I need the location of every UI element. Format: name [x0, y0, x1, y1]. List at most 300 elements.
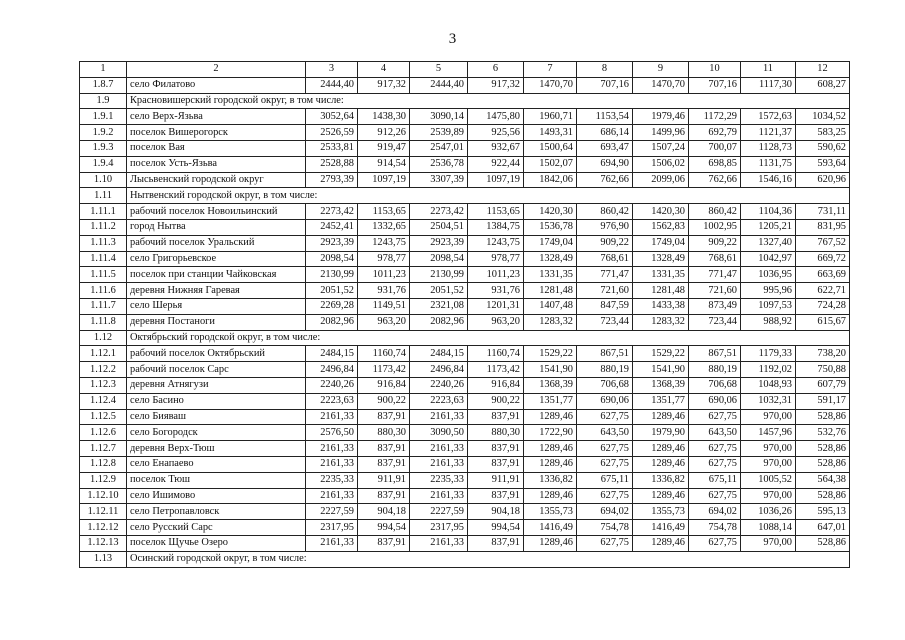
row-code: 1.11.1 [80, 204, 127, 220]
value-cell: 1173,42 [468, 362, 524, 378]
settlement-name: деревня Атнягузи [127, 377, 306, 393]
value-cell: 1572,63 [741, 109, 796, 125]
column-number-cell: 7 [524, 62, 577, 78]
row-code: 1.11.2 [80, 219, 127, 235]
value-cell: 622,71 [796, 283, 850, 299]
value-cell: 909,22 [577, 235, 633, 251]
value-cell: 917,32 [358, 77, 410, 93]
value-cell: 922,44 [468, 156, 524, 172]
value-cell: 1002,95 [689, 219, 741, 235]
value-cell: 837,91 [468, 441, 524, 457]
value-cell: 754,78 [689, 520, 741, 536]
value-cell: 970,00 [741, 456, 796, 472]
value-cell: 860,42 [689, 204, 741, 220]
value-cell: 2161,33 [306, 409, 358, 425]
value-cell: 988,92 [741, 314, 796, 330]
value-cell: 1048,93 [741, 377, 796, 393]
value-cell: 837,91 [468, 456, 524, 472]
value-cell: 1172,29 [689, 109, 741, 125]
value-cell: 2130,99 [410, 267, 468, 283]
row-code: 1.8.7 [80, 77, 127, 93]
value-cell: 532,76 [796, 425, 850, 441]
value-cell: 2444,40 [410, 77, 468, 93]
value-cell: 694,02 [689, 504, 741, 520]
table-row [80, 267, 850, 283]
value-cell: 768,61 [689, 251, 741, 267]
value-cell: 2536,78 [410, 156, 468, 172]
table-row [80, 362, 850, 378]
value-cell: 620,96 [796, 172, 850, 188]
value-cell: 1289,46 [633, 488, 689, 504]
value-cell: 1368,39 [524, 377, 577, 393]
value-cell: 831,95 [796, 219, 850, 235]
value-cell: 1032,31 [741, 393, 796, 409]
value-cell: 2526,59 [306, 125, 358, 141]
value-cell: 1336,82 [524, 472, 577, 488]
table-row [80, 283, 850, 299]
value-cell: 754,78 [577, 520, 633, 536]
settlement-name: поселок Вишерогорск [127, 125, 306, 141]
value-cell: 1097,19 [358, 172, 410, 188]
value-cell: 873,49 [689, 298, 741, 314]
value-cell: 970,00 [741, 535, 796, 551]
table-row [80, 125, 850, 141]
column-number-row [80, 62, 850, 78]
value-cell: 2098,54 [410, 251, 468, 267]
value-cell: 1201,31 [468, 298, 524, 314]
value-cell: 595,13 [796, 504, 850, 520]
group-title: Осинский городской округ, в том числе: [127, 551, 850, 567]
table-row [80, 504, 850, 520]
value-cell: 1097,53 [741, 298, 796, 314]
row-code: 1.12.10 [80, 488, 127, 504]
settlement-name: рабочий поселок Сарс [127, 362, 306, 378]
value-cell: 994,54 [358, 520, 410, 536]
value-cell: 2484,15 [306, 346, 358, 362]
settlement-name: рабочий поселок Уральский [127, 235, 306, 251]
row-code: 1.12.8 [80, 456, 127, 472]
table-row [80, 409, 850, 425]
value-cell: 1507,24 [633, 140, 689, 156]
value-cell: 880,30 [358, 425, 410, 441]
value-cell: 627,75 [577, 441, 633, 457]
settlement-name: поселок Вая [127, 140, 306, 156]
value-cell: 564,38 [796, 472, 850, 488]
value-cell: 762,66 [689, 172, 741, 188]
table-row [80, 109, 850, 125]
value-cell: 1289,46 [633, 409, 689, 425]
value-cell: 1289,46 [524, 535, 577, 551]
value-cell: 1332,65 [358, 219, 410, 235]
value-cell: 2793,39 [306, 172, 358, 188]
value-cell: 1529,22 [633, 346, 689, 362]
group-header-row [80, 188, 850, 204]
value-cell: 995,96 [741, 283, 796, 299]
value-cell: 2223,63 [306, 393, 358, 409]
value-cell: 2496,84 [306, 362, 358, 378]
value-cell: 1192,02 [741, 362, 796, 378]
value-cell: 2317,95 [410, 520, 468, 536]
value-cell: 2130,99 [306, 267, 358, 283]
value-cell: 917,32 [468, 77, 524, 93]
table-row [80, 204, 850, 220]
value-cell: 978,77 [358, 251, 410, 267]
value-cell: 994,54 [468, 520, 524, 536]
value-cell: 2533,81 [306, 140, 358, 156]
value-cell: 692,79 [689, 125, 741, 141]
value-cell: 837,91 [468, 409, 524, 425]
value-cell: 3090,14 [410, 109, 468, 125]
value-cell: 963,20 [468, 314, 524, 330]
value-cell: 2269,28 [306, 298, 358, 314]
value-cell: 686,14 [577, 125, 633, 141]
value-cell: 1131,75 [741, 156, 796, 172]
value-cell: 1499,96 [633, 125, 689, 141]
value-cell: 1153,65 [468, 204, 524, 220]
value-cell: 1749,04 [633, 235, 689, 251]
row-code: 1.9.2 [80, 125, 127, 141]
table-row [80, 219, 850, 235]
row-code: 1.11.3 [80, 235, 127, 251]
value-cell: 591,17 [796, 393, 850, 409]
value-cell: 675,11 [577, 472, 633, 488]
value-cell: 1493,31 [524, 125, 577, 141]
settlement-name: деревня Верх-Тюш [127, 441, 306, 457]
value-cell: 909,22 [689, 235, 741, 251]
value-cell: 627,75 [577, 409, 633, 425]
value-cell: 1327,40 [741, 235, 796, 251]
value-cell: 2504,51 [410, 219, 468, 235]
group-title: Красновишерский городской округ, в том числе: [127, 93, 850, 109]
value-cell: 3090,50 [410, 425, 468, 441]
value-cell: 1536,78 [524, 219, 577, 235]
table-row [80, 441, 850, 457]
value-cell: 916,84 [468, 377, 524, 393]
value-cell: 916,84 [358, 377, 410, 393]
value-cell: 837,91 [358, 456, 410, 472]
value-cell: 627,75 [689, 488, 741, 504]
value-cell: 731,11 [796, 204, 850, 220]
value-cell: 1283,32 [633, 314, 689, 330]
value-cell: 1173,42 [358, 362, 410, 378]
value-cell: 2547,01 [410, 140, 468, 156]
value-cell: 583,25 [796, 125, 850, 141]
settlement-name: Лысьвенский городской округ [127, 172, 306, 188]
value-cell: 1243,75 [468, 235, 524, 251]
value-cell: 1160,74 [468, 346, 524, 362]
value-cell: 2082,96 [410, 314, 468, 330]
value-cell: 2273,42 [410, 204, 468, 220]
value-cell: 2273,42 [306, 204, 358, 220]
value-cell: 1433,38 [633, 298, 689, 314]
settlement-name: поселок Тюш [127, 472, 306, 488]
settlement-name: село Верх-Язьва [127, 109, 306, 125]
value-cell: 675,11 [689, 472, 741, 488]
value-cell: 912,26 [358, 125, 410, 141]
value-cell: 627,75 [577, 488, 633, 504]
value-cell: 1128,73 [741, 140, 796, 156]
value-cell: 528,86 [796, 488, 850, 504]
row-code: 1.12.9 [80, 472, 127, 488]
row-code: 1.12.4 [80, 393, 127, 409]
row-code: 1.9.1 [80, 109, 127, 125]
row-code: 1.12.7 [80, 441, 127, 457]
settlement-name: рабочий поселок Новоильинский [127, 204, 306, 220]
settlement-name: село Филатово [127, 77, 306, 93]
row-code: 1.9 [80, 93, 127, 109]
value-cell: 1328,49 [524, 251, 577, 267]
row-code: 1.11.8 [80, 314, 127, 330]
value-cell: 528,86 [796, 441, 850, 457]
value-cell: 1042,97 [741, 251, 796, 267]
table-row [80, 377, 850, 393]
value-cell: 931,76 [468, 283, 524, 299]
value-cell: 904,18 [358, 504, 410, 520]
value-cell: 1416,49 [633, 520, 689, 536]
column-number-cell: 6 [468, 62, 524, 78]
settlement-name: село Русский Сарс [127, 520, 306, 536]
value-cell: 1420,30 [633, 204, 689, 220]
value-cell: 1331,35 [524, 267, 577, 283]
value-cell: 2161,33 [306, 456, 358, 472]
value-cell: 900,22 [358, 393, 410, 409]
value-cell: 707,16 [689, 77, 741, 93]
value-cell: 837,91 [358, 488, 410, 504]
value-cell: 1160,74 [358, 346, 410, 362]
value-cell: 925,56 [468, 125, 524, 141]
value-cell: 2161,33 [410, 409, 468, 425]
value-cell: 1328,49 [633, 251, 689, 267]
table-row [80, 425, 850, 441]
value-cell: 1529,22 [524, 346, 577, 362]
value-cell: 1289,46 [633, 456, 689, 472]
value-cell: 771,47 [689, 267, 741, 283]
value-cell: 2161,33 [410, 441, 468, 457]
group-title: Нытвенский городской округ, в том числе: [127, 188, 850, 204]
value-cell: 693,47 [577, 140, 633, 156]
table-body [80, 62, 850, 568]
value-cell: 1331,35 [633, 267, 689, 283]
value-cell: 698,85 [689, 156, 741, 172]
value-cell: 762,66 [577, 172, 633, 188]
value-cell: 1457,96 [741, 425, 796, 441]
group-header-row [80, 551, 850, 567]
group-title: Октябрьский городской округ, в том числе: [127, 330, 850, 346]
value-cell: 2227,59 [410, 504, 468, 520]
value-cell: 1336,82 [633, 472, 689, 488]
value-cell: 1407,48 [524, 298, 577, 314]
row-code: 1.12.3 [80, 377, 127, 393]
value-cell: 1979,90 [633, 425, 689, 441]
value-cell: 1289,46 [633, 441, 689, 457]
value-cell: 880,19 [577, 362, 633, 378]
value-cell: 1153,65 [358, 204, 410, 220]
value-cell: 1283,32 [524, 314, 577, 330]
table-row [80, 77, 850, 93]
table-row [80, 156, 850, 172]
tariff-table [79, 61, 850, 568]
value-cell: 627,75 [689, 441, 741, 457]
value-cell: 1179,33 [741, 346, 796, 362]
table-row [80, 314, 850, 330]
table-row [80, 535, 850, 551]
table-row [80, 346, 850, 362]
table-row [80, 235, 850, 251]
value-cell: 1289,46 [524, 409, 577, 425]
value-cell: 721,60 [577, 283, 633, 299]
value-cell: 1749,04 [524, 235, 577, 251]
value-cell: 919,47 [358, 140, 410, 156]
value-cell: 911,91 [358, 472, 410, 488]
column-number-cell: 8 [577, 62, 633, 78]
settlement-name: село Шерья [127, 298, 306, 314]
table-row [80, 472, 850, 488]
value-cell: 1506,02 [633, 156, 689, 172]
table-row [80, 456, 850, 472]
row-code: 1.11.4 [80, 251, 127, 267]
value-cell: 1011,23 [468, 267, 524, 283]
value-cell: 1420,30 [524, 204, 577, 220]
value-cell: 2321,08 [410, 298, 468, 314]
value-cell: 723,44 [689, 314, 741, 330]
settlement-name: село Ишимово [127, 488, 306, 504]
value-cell: 911,91 [468, 472, 524, 488]
value-cell: 2223,63 [410, 393, 468, 409]
value-cell: 847,59 [577, 298, 633, 314]
table-row [80, 393, 850, 409]
value-cell: 721,60 [689, 283, 741, 299]
value-cell: 1149,51 [358, 298, 410, 314]
settlement-name: деревня Нижняя Гаревая [127, 283, 306, 299]
value-cell: 1088,14 [741, 520, 796, 536]
value-cell: 976,90 [577, 219, 633, 235]
row-code: 1.10 [80, 172, 127, 188]
value-cell: 837,91 [358, 535, 410, 551]
value-cell: 1104,36 [741, 204, 796, 220]
value-cell: 2240,26 [410, 377, 468, 393]
value-cell: 2161,33 [306, 535, 358, 551]
value-cell: 707,16 [577, 77, 633, 93]
value-cell: 643,50 [689, 425, 741, 441]
settlement-name: село Енапаево [127, 456, 306, 472]
value-cell: 2317,95 [306, 520, 358, 536]
value-cell: 1722,90 [524, 425, 577, 441]
row-code: 1.12.6 [80, 425, 127, 441]
value-cell: 3052,64 [306, 109, 358, 125]
value-cell: 2082,96 [306, 314, 358, 330]
value-cell: 978,77 [468, 251, 524, 267]
value-cell: 724,28 [796, 298, 850, 314]
value-cell: 1470,70 [633, 77, 689, 93]
value-cell: 2161,33 [410, 535, 468, 551]
row-code: 1.12.11 [80, 504, 127, 520]
value-cell: 1541,90 [524, 362, 577, 378]
value-cell: 970,00 [741, 488, 796, 504]
table-row [80, 140, 850, 156]
column-number-cell: 9 [633, 62, 689, 78]
value-cell: 723,44 [577, 314, 633, 330]
value-cell: 2539,89 [410, 125, 468, 141]
row-code: 1.12.1 [80, 346, 127, 362]
value-cell: 860,42 [577, 204, 633, 220]
value-cell: 1281,48 [524, 283, 577, 299]
value-cell: 2452,41 [306, 219, 358, 235]
value-cell: 1097,19 [468, 172, 524, 188]
settlement-name: село Григорьевское [127, 251, 306, 267]
value-cell: 590,62 [796, 140, 850, 156]
row-code: 1.12.2 [80, 362, 127, 378]
value-cell: 904,18 [468, 504, 524, 520]
value-cell: 867,51 [689, 346, 741, 362]
value-cell: 615,67 [796, 314, 850, 330]
page-number: 3 [448, 31, 457, 47]
value-cell: 1541,90 [633, 362, 689, 378]
table-row [80, 488, 850, 504]
value-cell: 1034,52 [796, 109, 850, 125]
column-number-cell: 5 [410, 62, 468, 78]
row-code: 1.11.7 [80, 298, 127, 314]
table-row [80, 298, 850, 314]
column-number-cell: 11 [741, 62, 796, 78]
value-cell: 694,90 [577, 156, 633, 172]
value-cell: 627,75 [689, 409, 741, 425]
value-cell: 1355,73 [524, 504, 577, 520]
settlement-name: село Петропавловск [127, 504, 306, 520]
value-cell: 963,20 [358, 314, 410, 330]
value-cell: 690,06 [689, 393, 741, 409]
value-cell: 767,52 [796, 235, 850, 251]
table-row [80, 251, 850, 267]
value-cell: 1842,06 [524, 172, 577, 188]
settlement-name: деревня Постаноги [127, 314, 306, 330]
value-cell: 1960,71 [524, 109, 577, 125]
value-cell: 837,91 [468, 535, 524, 551]
settlement-name: село Бияваш [127, 409, 306, 425]
value-cell: 3307,39 [410, 172, 468, 188]
row-code: 1.12 [80, 330, 127, 346]
value-cell: 2576,50 [306, 425, 358, 441]
group-header-row [80, 330, 850, 346]
value-cell: 2235,33 [306, 472, 358, 488]
value-cell: 2051,52 [410, 283, 468, 299]
value-cell: 2227,59 [306, 504, 358, 520]
value-cell: 528,86 [796, 535, 850, 551]
value-cell: 663,69 [796, 267, 850, 283]
value-cell: 608,27 [796, 77, 850, 93]
row-code: 1.11.6 [80, 283, 127, 299]
table-row [80, 172, 850, 188]
value-cell: 700,07 [689, 140, 741, 156]
value-cell: 2161,33 [410, 488, 468, 504]
settlement-name: город Нытва [127, 219, 306, 235]
value-cell: 528,86 [796, 409, 850, 425]
row-code: 1.11 [80, 188, 127, 204]
value-cell: 768,61 [577, 251, 633, 267]
value-cell: 2484,15 [410, 346, 468, 362]
value-cell: 880,30 [468, 425, 524, 441]
value-cell: 1355,73 [633, 504, 689, 520]
value-cell: 1011,23 [358, 267, 410, 283]
value-cell: 1289,46 [633, 535, 689, 551]
value-cell: 1502,07 [524, 156, 577, 172]
value-cell: 2496,84 [410, 362, 468, 378]
value-cell: 694,02 [577, 504, 633, 520]
value-cell: 771,47 [577, 267, 633, 283]
value-cell: 2444,40 [306, 77, 358, 93]
value-cell: 528,86 [796, 456, 850, 472]
row-code: 1.9.3 [80, 140, 127, 156]
row-code: 1.9.4 [80, 156, 127, 172]
